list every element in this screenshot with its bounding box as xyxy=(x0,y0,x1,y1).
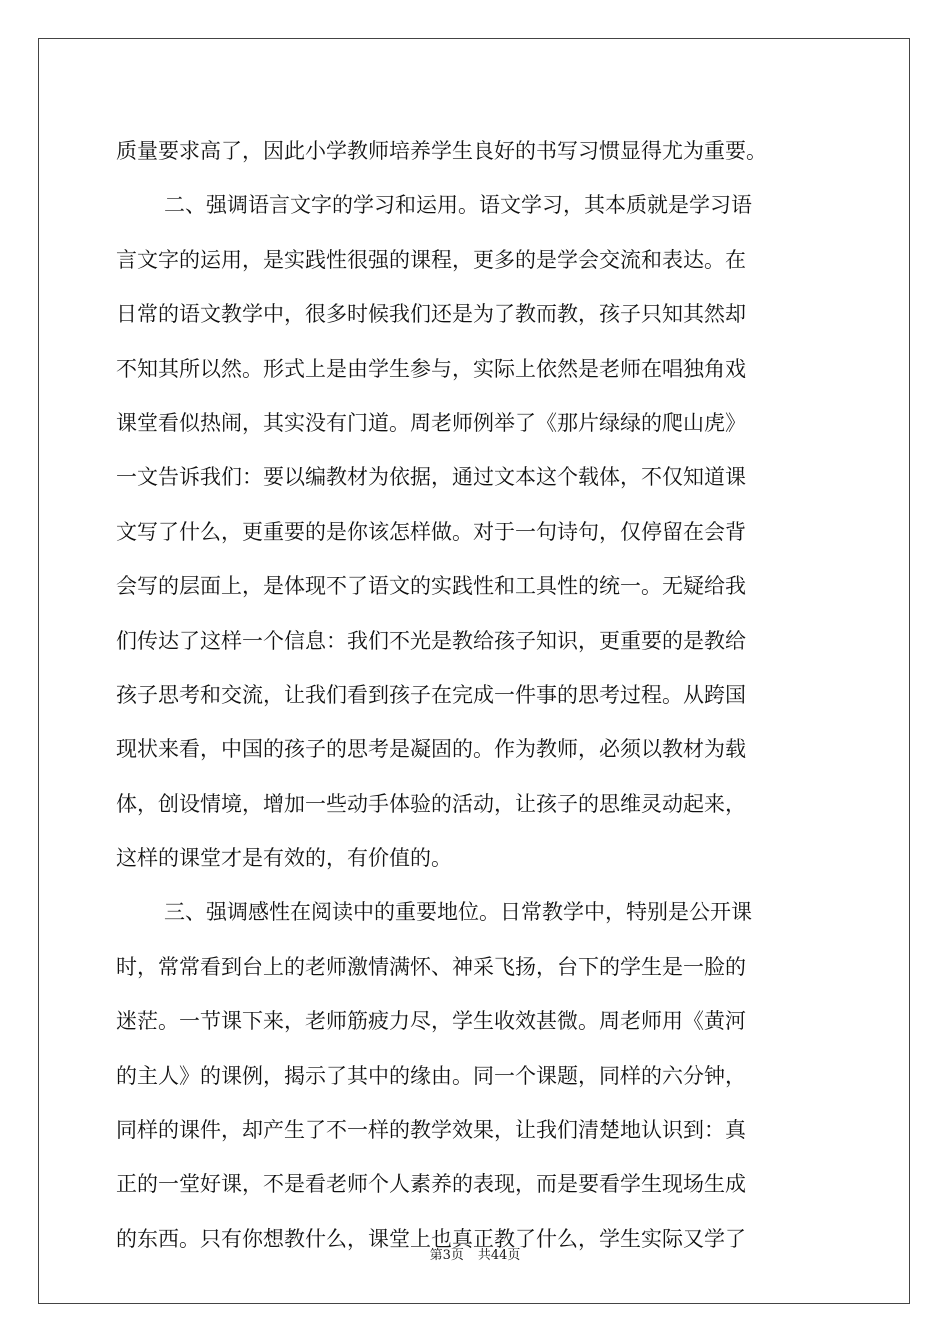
document-body xyxy=(116,124,836,1266)
text-line: 的东西。只有你想教什么，课堂上也真正教了什么，学生实际又学了 xyxy=(116,1226,746,1251)
text-line: 这样的课堂才是有效的，有价值的。 xyxy=(116,846,452,871)
text-line: 现状来看，中国的孩子的思考是凝固的。作为教师，必须以教材为载 xyxy=(116,737,746,762)
text-line: 孩子思考和交流，让我们看到孩子在完成一件事的思考过程。从跨国 xyxy=(116,682,746,707)
text-line: 的主人》的课例，揭示了其中的缘由。同一个课题，同样的六分钟， xyxy=(116,1063,746,1088)
text-line: 文写了什么，更重要的是你该怎样做。对于一句诗句，仅停留在会背 xyxy=(116,519,746,544)
page-number: 第3页 xyxy=(429,1248,464,1263)
text-line: 三、强调感性在阅读中的重要地位。日常教学中，特别是公开课 xyxy=(164,900,752,925)
text-line: 质量要求高了，因此小学教师培养学生良好的书写习惯显得尤为重要。 xyxy=(116,139,767,163)
text-line: 会写的层面上，是体现不了语文的实践性和工具性的统一。无疑给我 xyxy=(116,574,746,599)
text-line: 二、强调语言文字的学习和运用。语文学习，其本质就是学习语 xyxy=(164,193,752,218)
text-line: 一文告诉我们：要以编教材为依据，通过文本这个载体，不仅知道课 xyxy=(116,465,746,490)
text-line: 课堂看似热闹，其实没有门道。周老师例举了《那片绿绿的爬山虎》 xyxy=(116,410,746,435)
text-line: 正的一堂好课，不是看老师个人素养的表现，而是要看学生现场生成 xyxy=(116,1172,746,1197)
text-line: 体，创设情境，增加一些动手体验的活动，让孩子的思维灵动起来， xyxy=(116,791,746,816)
text-line: 不知其所以然。形式上是由学生参与，实际上依然是老师在唱独角戏 xyxy=(116,356,746,381)
text-line: 同样的课件，却产生了不一样的教学效果，让我们清楚地认识到：真 xyxy=(116,1118,746,1143)
text-line: 日常的语文教学中，很多时候我们还是为了教而教，孩子只知其然却 xyxy=(116,302,746,327)
page-footer xyxy=(0,1244,950,1263)
text-line: 时，常常看到台上的老师激情满怀、神采飞扬，台下的学生是一脸的 xyxy=(116,954,746,979)
text-line: 言文字的运用，是实践性很强的课程，更多的是学会交流和表达。在 xyxy=(116,247,746,272)
text-line: 迷茫。一节课下来，老师筋疲力尽，学生收效甚微。周老师用《黄河 xyxy=(116,1009,746,1034)
page-total: 共44页 xyxy=(477,1248,521,1263)
text-line: 们传达了这样一个信息：我们不光是教给孩子知识，更重要的是教给 xyxy=(116,628,746,653)
